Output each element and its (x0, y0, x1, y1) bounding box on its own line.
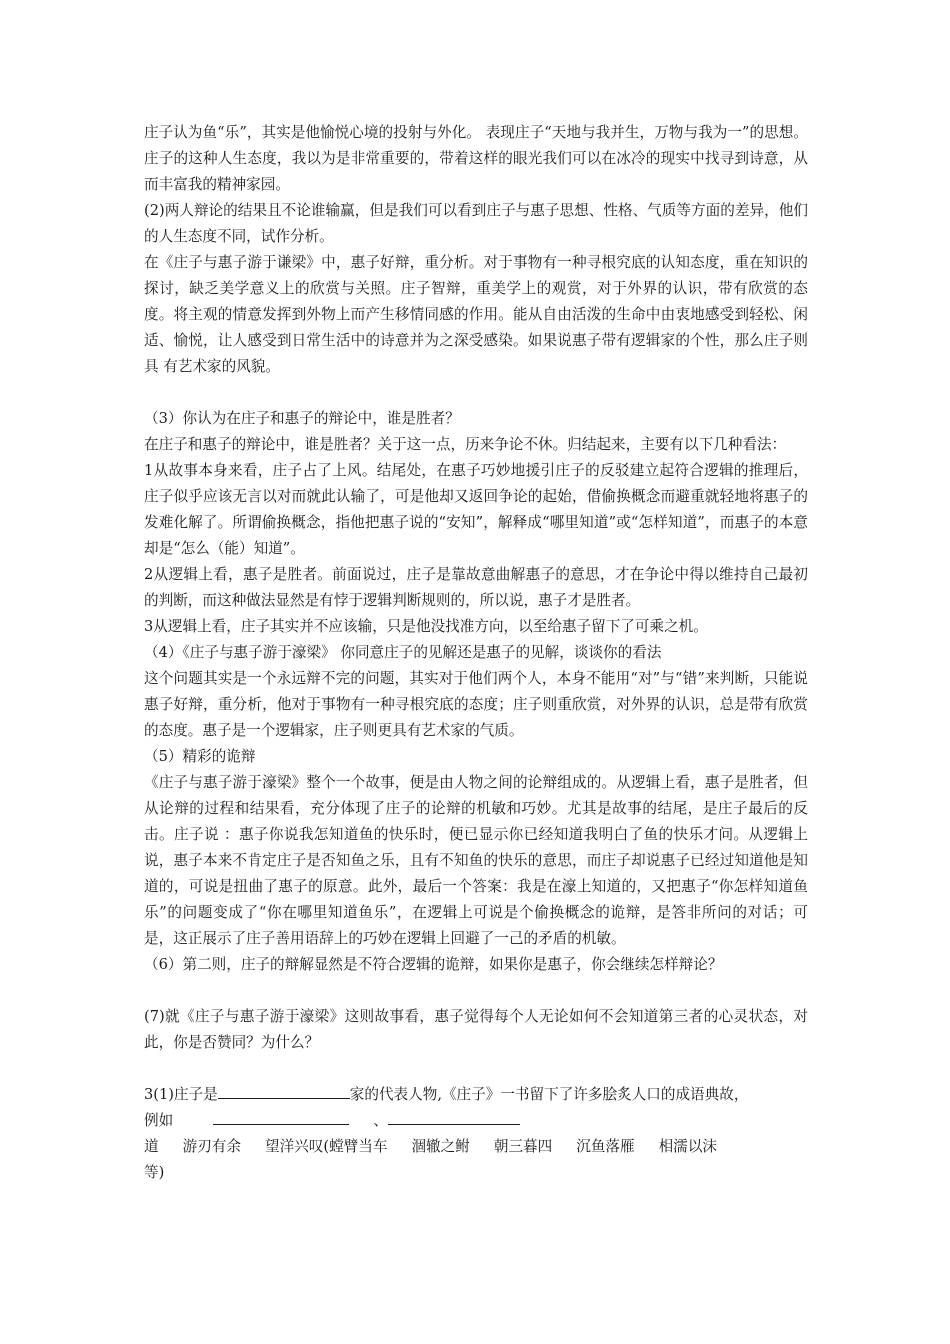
idiom-item: 相濡以沫 (658, 1138, 718, 1155)
idiom-item: 游刃有余 (182, 1138, 241, 1155)
question-7: (7)就《庄子与惠子游于濠梁》这则故事看，惠子觉得每个人无论如何不会知道第三者的心灵状态，对此，你是否赞同？为什么？ (144, 1008, 808, 1051)
idiom-item: 望洋兴叹(螳臂当车 (265, 1138, 388, 1155)
answer-blank-school[interactable] (218, 1082, 350, 1099)
answer-2: 在《庄子与惠子游于谦梁》中，惠子好辩，重分析。对于事物有一种寻根究底的认知态度，重在知识的探讨，缺乏美学意义上的欣赏与关照。庄子智辩，重美学上的观赏，对于外界的认识，带有欣赏的态度。将主观的情意发挥到外物上而产生移情同感的作用。能从自由活泼的生命中由衷地感受到轻松、闲适、愉悦，让人感受到日常生活中的诗意并为之深受感染。如果说惠子带有逻辑家的个性，那么庄子则具 有艺术家的风貌。 (144, 254, 808, 375)
question-6: （6）第二则，庄子的辩解显然是不符合逻辑的诡辩，如果你是惠子，你会继续怎样辩论？ (144, 956, 723, 973)
idiom-list-tail: 等) (144, 1164, 165, 1181)
answer-3-view-3: 3从逻辑上看，庄子其实并不应该输，只是他没找准方向，以至给惠子留下了可乘之机。 (144, 618, 708, 635)
question-3-1-examples (144, 1108, 808, 1134)
idiom-item: 沉鱼落雁 (576, 1138, 635, 1155)
document-page (144, 120, 808, 1186)
answer-3-view-2: 2从逻辑上看，惠子是胜者。前面说过，庄子是靠故意曲解惠子的意思，才在争论中得以维持自己最初的判断，而这种做法显然是有悖于逻辑判断规则的，所以说，惠子才是胜者。 (144, 566, 808, 609)
spacer (144, 380, 808, 406)
idiom-item: 道 (144, 1138, 159, 1155)
idiom-item: 涸辙之鲋 (411, 1138, 470, 1155)
answer-3-view-1: 1从故事本身来看，庄子占了上风。结尾处，在惠子巧妙地援引庄子的反驳建立起符合逻辑的推理后，庄子似乎应该无言以对而就此认输了，可是他却又返回争论的起始，借偷换概念而避重就轻地将惠子的发难化解了。所谓偷换概念，指他把惠子说的“安知”，解释成“哪里知道”或“怎样知道”，而惠子的本意却是“怎么（能）知道”。 (144, 462, 808, 557)
answer-3-intro: 在庄子和惠子的辩论中，谁是胜者？关于这一点，历来争论不休。归结起来，主要有以下几种看法： (144, 436, 787, 453)
answer-blank-idiom-1[interactable] (213, 1108, 349, 1125)
answer-5: 《庄子与惠子游于濠梁》整个一个故事，便是由人物之间的论辩组成的。从逻辑上看，惠子是胜者，但从论辩的过程和结果看，充分体现了庄子的论辩的机敏和巧妙。尤其是故事的结尾，是庄子最后的反击。庄子说 ：惠子你说我怎知道鱼的快乐时，便已显示你已经知道我明白了鱼的快乐才问。从逻辑上说，惠子本来不肯定庄子是否知鱼之乐，且有不知鱼的快乐的意思，而庄子却说惠子已经过知道他是知道的，可说是扭曲了惠子的原意。此外，最后一个答案：我是在濠上知道的，又把惠子“你怎样知道鱼乐”的问题变成了“你在哪里知道鱼乐”，在逻辑上可说是个偷换概念的诡辩，是答非所问的对话；可是，这正展示了庄子善用语辞上的巧妙在逻辑上回避了一己的矛盾的机敏。 (144, 774, 808, 947)
q3-example-label: 例如 (144, 1112, 174, 1129)
idiom-item: 朝三暮四 (493, 1138, 553, 1155)
answer-blank-idiom-2[interactable] (388, 1108, 520, 1125)
paragraph-intro: 庄子认为鱼“乐”，其实是他愉悦心境的投射与外化。 表现庄子“天地与我并生，万物与我为一”的思想。 庄子的这种人生态度，我以为是非常重要的，带着这样的眼光我们可以在冰冷的现实中找寻到诗意，从而丰富我的精神家园。 (144, 124, 808, 193)
idiom-list (144, 1134, 808, 1160)
answer-4: 这个问题其实是一个永远辩不完的问题，其实对于他们两个人，本身不能用“对”与“错”来判断，只能说惠子好辩，重分析，他对于事物有一种寻根究底的态度；庄子则重欣赏，对外界的认识，总是带有欣赏的态度。惠子是一个逻辑家，庄子则更具有艺术家的气质。 (144, 670, 808, 739)
q3-middle: 家的代表人物,《庄子》一书留下了许多脍炙人口的成语典故， (349, 1086, 749, 1103)
question-4: （4）《庄子与惠子游于濠梁》 你同意庄子的见解还是惠子的见解，谈谈你的看法 (144, 644, 662, 661)
spacer (144, 1056, 808, 1082)
spacer (144, 978, 808, 1004)
question-5: （5）精彩的诡辩 (144, 748, 256, 765)
q3-separator: 、 (373, 1112, 388, 1129)
q3-prefix: 3(1)庄子是 (144, 1086, 218, 1103)
question-3-1 (144, 1082, 808, 1108)
question-3: （3）你认为在庄子和惠子的辩论中，谁是胜者？ (144, 410, 460, 427)
question-2: (2)两人辩论的结果且不论谁输赢，但是我们可以看到庄子与惠子思想、性格、气质等方面的差异，他们的人生态度不同，试作分析。 (144, 202, 808, 245)
